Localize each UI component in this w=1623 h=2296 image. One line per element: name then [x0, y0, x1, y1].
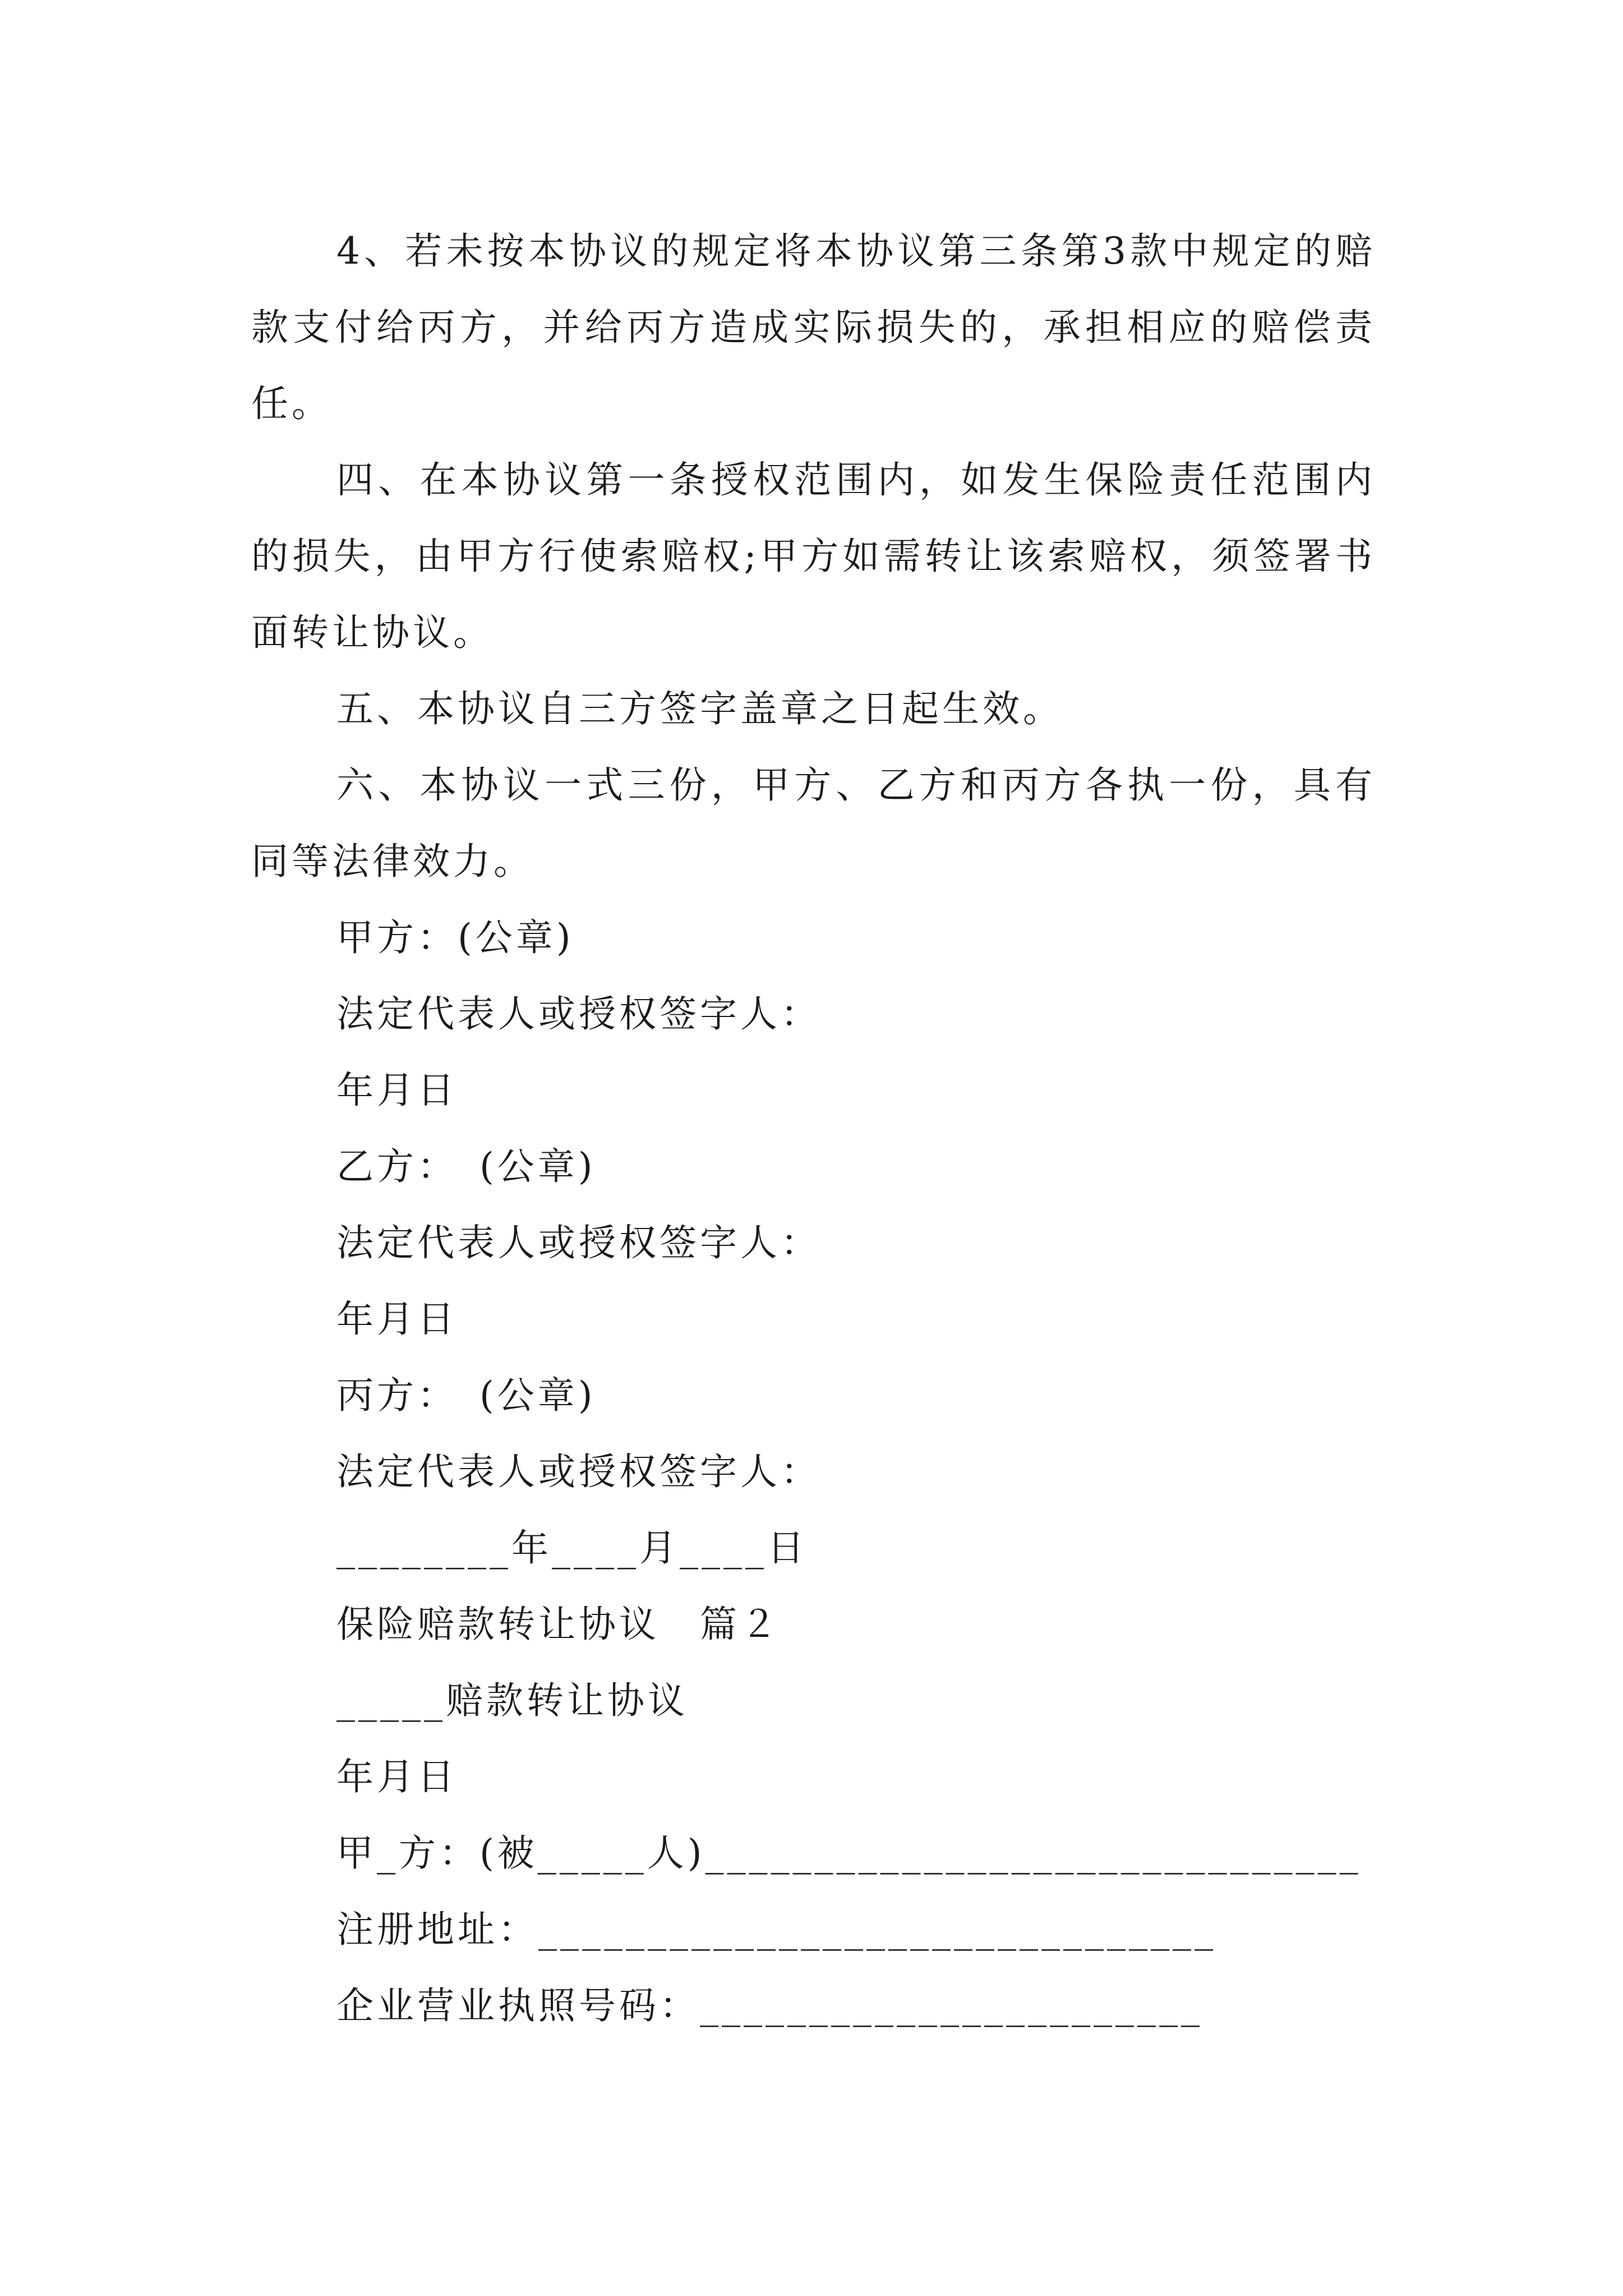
document-body — [251, 213, 1376, 2044]
paragraph-effective-date: 五、本协议自三方签字盖章之日起生效。 — [336, 687, 1063, 730]
agreement-title-line: _____赔款转让协议 — [336, 1679, 688, 1722]
paragraph-claim-right: 四、在本协议第一条授权范围内，如发生保险责任范围内的损失，由甲方行使索赔权;甲方如需转让该索赔权，须签署书面转让协议。 — [251, 458, 1376, 654]
section-heading: 保险赔款转让协议 篇２ — [336, 1603, 781, 1646]
party-a-date-line: 年月日 — [336, 1069, 458, 1112]
paragraph-copies: 六、本协议一式三份，甲方、乙方和丙方各执一份，具有同等法律效力。 — [251, 763, 1376, 883]
agreement-date-line: 年月日 — [336, 1755, 458, 1798]
paragraph-compensation-liability: 4、若未按本协议的规定将本协议第三条第3款中规定的赔款支付给丙方，并给丙方造成实际损失的，承担相应的赔偿责任。 — [251, 229, 1376, 425]
party-b-signatory-line: 法定代表人或授权签字人： — [336, 1221, 821, 1264]
registered-address-line: 注册地址：_______________________________ — [336, 1908, 1216, 1951]
party-c-date-line: ________年____月____日 — [336, 1526, 808, 1570]
party-a-seal-line: 甲方：(公章) — [336, 916, 574, 959]
party-c-signatory-line: 法定代表人或授权签字人： — [336, 1450, 821, 1493]
party-c-seal-line: 丙方： (公章) — [336, 1374, 596, 1417]
party-a-insured-line: 甲_方：(被_____人)______________________________ — [336, 1832, 1362, 1875]
party-b-seal-line: 乙方： (公章) — [336, 1145, 596, 1188]
party-b-date-line: 年月日 — [336, 1297, 458, 1341]
party-a-signatory-line: 法定代表人或授权签字人： — [336, 992, 821, 1036]
business-license-line: 企业营业执照号码：_______________________ — [336, 1984, 1203, 2027]
